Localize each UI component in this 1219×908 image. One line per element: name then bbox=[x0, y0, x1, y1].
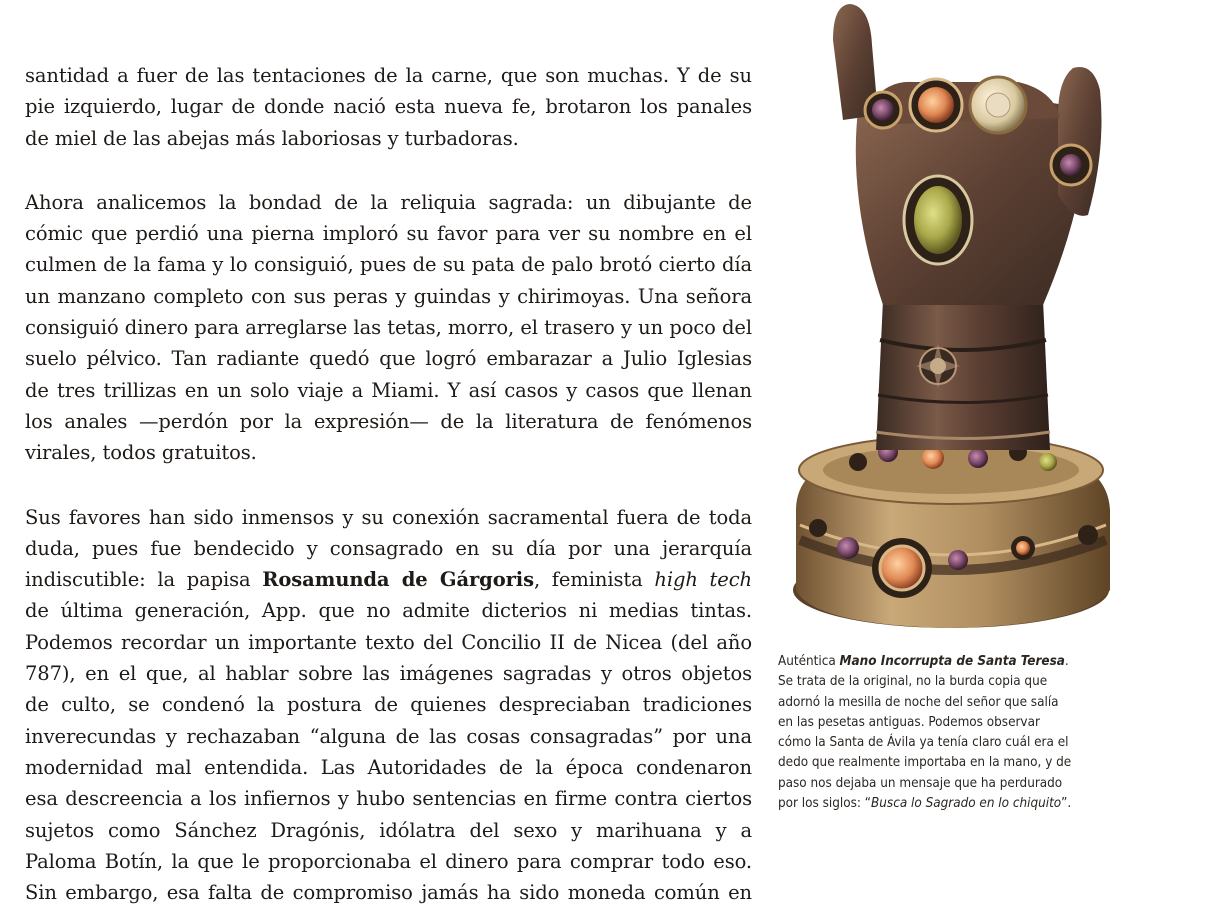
text-line: Sin embargo, esa falta de compromiso jamás ha sido moneda común en bbox=[25, 881, 752, 905]
text-line: duda, pues fue bendecido y consagrado en su día por una jerarquía bbox=[25, 536, 752, 560]
caption-title: Mano Incorrupta de Santa Teresa bbox=[839, 654, 1065, 669]
article-body bbox=[25, 60, 752, 908]
text-run: por los siglos: “ bbox=[778, 796, 872, 812]
text-line: Ahora analicemos la bondad de la reliquia sagrada: un dibujante de bbox=[25, 190, 752, 214]
text-line: de culto, se condenó la postura de quienes despreciaban tradiciones bbox=[25, 693, 752, 717]
caption-line: cómo la Santa de Ávila ya tenía claro cuál era el bbox=[778, 735, 1069, 751]
caption-line: paso nos dejaba un mensaje que ha perdurado bbox=[778, 775, 1063, 791]
text-line: Sus favores han sido inmensos y su conexión sacramental fuera de toda bbox=[25, 505, 752, 529]
text-run: ”. bbox=[1061, 796, 1072, 812]
caption-line: adornó la mesilla de noche del señor que salía bbox=[778, 694, 1059, 710]
paragraph-3 bbox=[25, 502, 752, 908]
text-line: santidad a fuer de las tentaciones de la carne, que son muchas. Y de su bbox=[25, 64, 752, 87]
paragraph-2 bbox=[25, 187, 752, 469]
text-line: Paloma Botín, la que le proporcionaba el dinero para comprar todo eso. bbox=[25, 849, 752, 873]
caption-line bbox=[778, 652, 1138, 672]
caption-line: dedo que realmente importaba en la mano, y de bbox=[778, 755, 1072, 771]
caption-line: en las pesetas antiguas. Podemos observar bbox=[778, 714, 1040, 730]
text-line: modernidad mal entendida. Las Autoridades de la época condenaron bbox=[25, 755, 752, 779]
text-line: esa descreencia a los infiernos y hubo sentencias en firme contra ciertos bbox=[25, 787, 752, 811]
text-line: sujetos como Sánchez Dragónis, idólatra del sexo y marihuana y a bbox=[25, 818, 752, 842]
text-line: de tres trillizas en un solo viaje a Miami. Y así casos y casos que llenan bbox=[25, 378, 752, 402]
text-line: los anales —perdón por la expresión— de la literatura de fenómenos bbox=[25, 409, 752, 433]
text-line: 787), en el que, al hablar sobre las imágenes sagradas y otros objetos bbox=[25, 662, 752, 686]
caption-quote: Busca lo Sagrado en lo chiquito bbox=[871, 796, 1062, 812]
text-line: culmen de la fama y lo consiguió, pues de su pata de palo brotó cierto día bbox=[25, 253, 752, 277]
text-line: de miel de las abejas más laboriosas y turbadoras. bbox=[25, 126, 519, 150]
text-line: inverecundas y rechazaban “alguna de las cosas consagradas” por una bbox=[25, 724, 752, 748]
high-tech-term: high tech bbox=[654, 568, 752, 592]
text-run: Auténtica bbox=[778, 654, 840, 669]
text-line: consiguió dinero para arreglarse las tetas, morro, el trasero y un poco del bbox=[25, 316, 752, 340]
text-line: de última generación, App. que no admite dicterios ni medias tintas. bbox=[25, 599, 752, 623]
papisa-name: Rosamunda de Gárgoris bbox=[262, 568, 534, 592]
caption-line bbox=[778, 794, 1138, 814]
text-line: un manzano completo con sus peras y guindas y chirimoyas. Una señora bbox=[25, 284, 752, 308]
text-line: cómic que perdió una pierna imploró su favor para ver su nombre en el bbox=[25, 222, 752, 246]
text-line: pie izquierdo, lugar de donde nació esta nueva fe, brotaron los panales bbox=[25, 95, 752, 119]
text-line: virales, todos gratuitos. bbox=[25, 441, 257, 465]
text-run: , feminista bbox=[533, 568, 655, 592]
paragraph-1 bbox=[25, 60, 752, 154]
text-line: Podemos recordar un importante texto del Concilio II de Nicea (del año bbox=[25, 630, 752, 654]
text-line bbox=[25, 564, 752, 595]
caption-line: Se trata de la original, no la burda copia que bbox=[778, 674, 1048, 690]
image-caption bbox=[778, 652, 1138, 814]
text-run: indiscutible: la papisa bbox=[25, 568, 263, 592]
text-line: suelo pélvico. Tan radiante quedó que logró embarazar a Julio Iglesias bbox=[25, 347, 752, 371]
text-run: . bbox=[1064, 654, 1069, 669]
reliquary-figure bbox=[788, 0, 1128, 640]
reliquary-hand-icon bbox=[788, 0, 1128, 640]
